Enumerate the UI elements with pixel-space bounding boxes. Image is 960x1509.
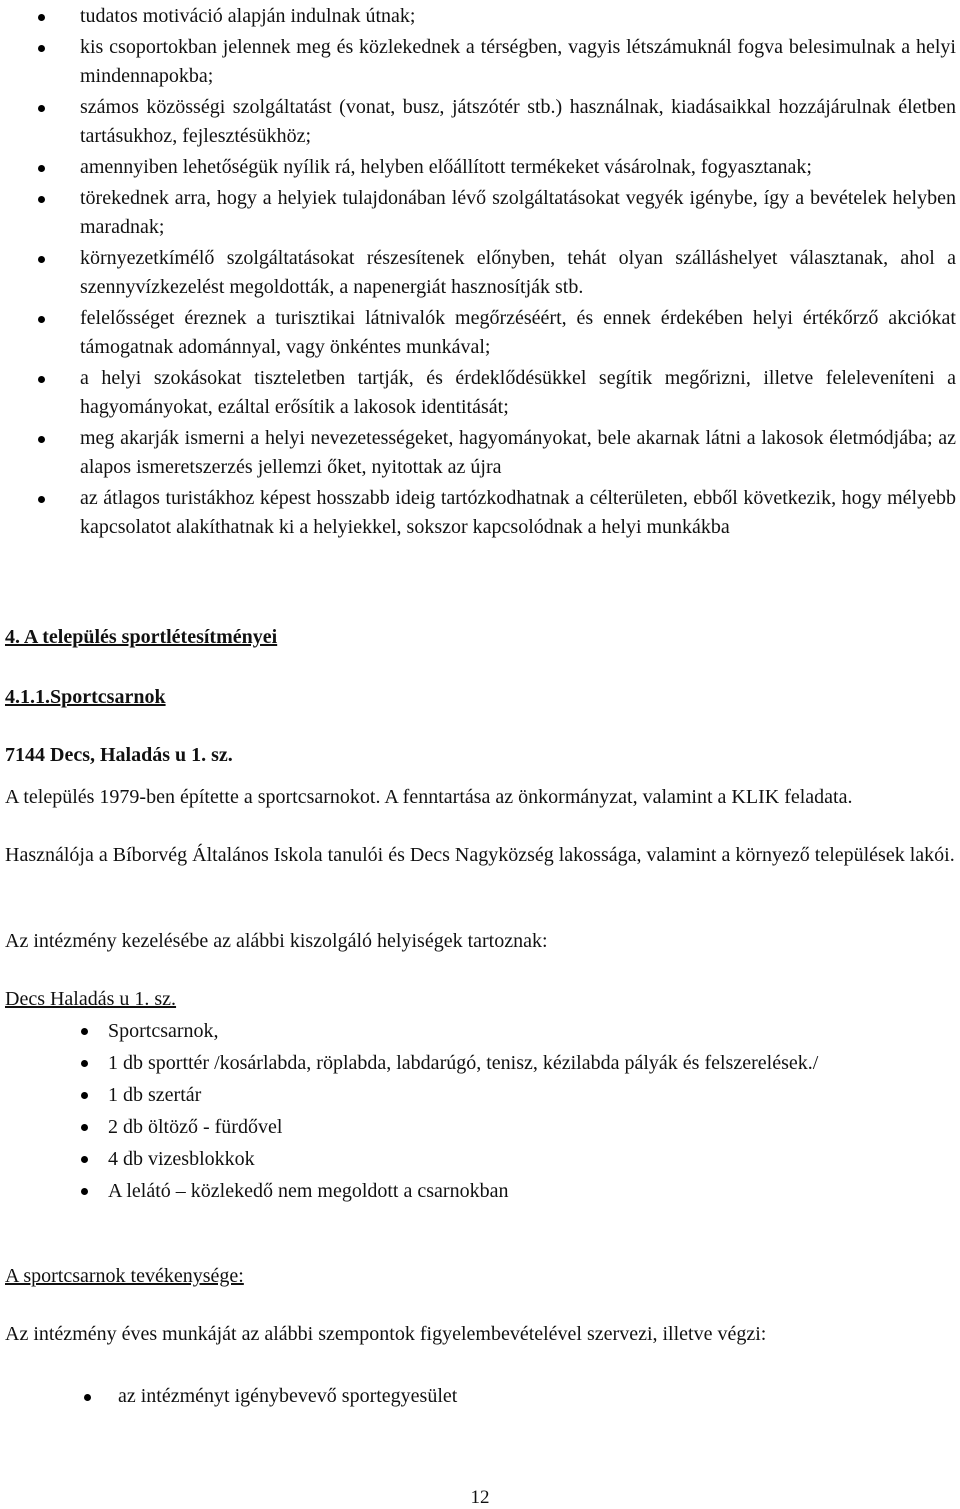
list-item: az átlagos turistákhoz képest hosszabb ideig tartózkodhatnak a célterületen, ebből következik, hogy mélyebb kapcsolatot alakíthatnak ki a helyiekkel, sokszor kapcsolódnak a helyi munkákba [80,484,956,542]
list-item: 1 db szertár [108,1079,908,1111]
page-number: 12 [470,1487,490,1508]
list-item: az intézményt igénybevevő sportegyesület [118,1382,918,1411]
list-item: Sportcsarnok, [108,1015,908,1047]
list-item: 4 db vizesblokkok [108,1143,908,1175]
list-item: környezetkímélő szolgáltatásokat részesítenek előnyben, tehát olyan szálláshelyet választanak, ahol a szennyvízkezelést megoldották, a napenergiát hasznosítják stb. [80,244,956,302]
list-item: a helyi szokásokat tiszteletben tartják, és érdeklődésükkel segítik megőrizni, illetve feleleveníteni a hagyományokat, ezáltal erősítik a lakosok identitását; [80,364,956,422]
location-label: Decs Haladás u 1. sz. [5,988,177,1010]
paragraph-activity: Az intézmény éves munkáját az alábbi szempontok figyelembevételével szervezi, illetve végzi: [5,1323,767,1345]
list-item: kis csoportokban jelennek meg és közlekednek a térségben, vagyis létszámuknál fogva belesimulnak a helyi mindennapokba; [80,33,956,91]
motivation-bullet-list [80,2,956,544]
paragraph-users: Használója a Bíborvég Általános Iskola tanulói és Decs Nagyközség lakossága, valamint a környező települések lakói. [5,844,955,866]
list-item: meg akarják ismerni a helyi nevezetességeket, hagyományokat, bele akarnak látni a lakosok életmódjába; az alapos ismeretszerzés jellemzi őket, nyitottak az újra [80,424,956,482]
list-item: tudatos motiváció alapján indulnak útnak; [80,2,956,31]
list-item: 2 db öltöző - fürdővel [108,1111,908,1143]
subsection-heading: 4.1.1.Sportcsarnok [5,686,166,708]
list-item: 1 db sporttér /kosárlabda, röplabda, labdarúgó, tenisz, kézilabda pályák és felszerelések./ [108,1047,908,1079]
activity-list [118,1382,918,1411]
section-heading: 4. A település sportlétesítményei [5,626,278,648]
list-item: törekednek arra, hogy a helyiek tulajdonában lévő szolgáltatásokat vegyék igénybe, így a bevételek helyben maradnak; [80,184,956,242]
facility-list [108,1015,908,1207]
paragraph-facilities-intro: Az intézmény kezelésébe az alábbi kiszolgáló helyiségek tartoznak: [5,930,548,952]
paragraph-built: A település 1979-ben építette a sportcsarnokot. A fenntartása az önkormányzat, valamint a KLIK feladata. [5,786,853,808]
list-item: felelősséget éreznek a turisztikai látnivalók megőrzéséért, és ennek érdekében helyi értékőrző akciókat támogatnak adománnyal, vagy önkéntes munkával; [80,304,956,362]
list-item: A lelátó – közlekedő nem megoldott a csarnokban [108,1175,908,1207]
list-item: számos közösségi szolgáltatást (vonat, busz, játszótér stb.) használnak, kiadásaikkal hozzájárulnak életben tartásukhoz, fejlesztésükhöz; [80,93,956,151]
activity-heading: A sportcsarnok tevékenysége: [5,1265,244,1287]
list-item: amennyiben lehetőségük nyílik rá, helyben előállított termékeket vásárolnak, fogyasztanak; [80,153,956,182]
address: 7144 Decs, Haladás u 1. sz. [5,744,233,766]
